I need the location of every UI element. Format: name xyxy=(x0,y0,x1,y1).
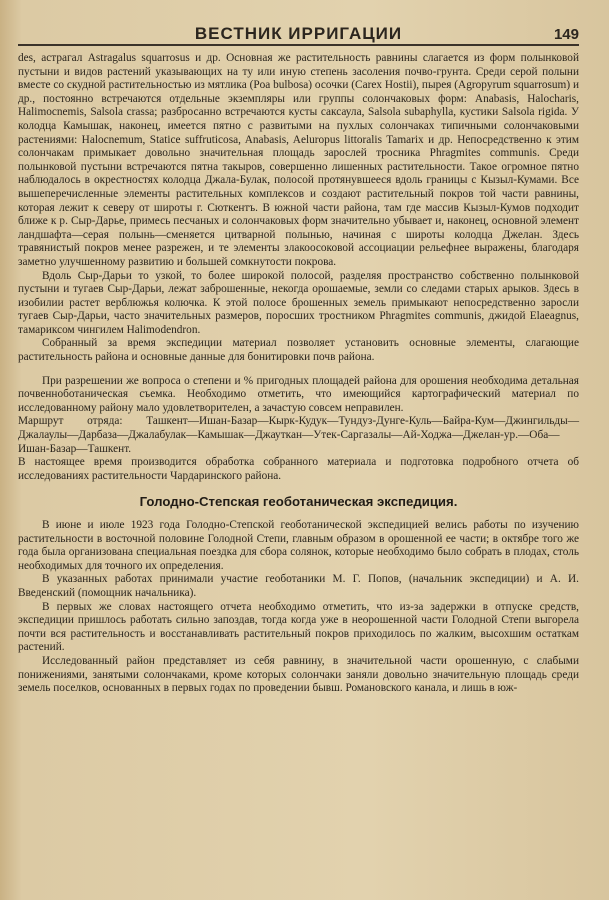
paragraph: В первых же словах настоящего отчета необходимо отметить, что из-за задержки в отпуске средств, экспедиции пришлось работать сильно запоздав, тогда когда уже в неорошенной части Голодной Степи выгорела почти вся растительность и восстанавливать растительный покров приходилось по жалким, высохшим остаткам растений. xyxy=(18,600,579,654)
paragraph: В настоящее время производится обработка собранного материала и подготовка подробного отчета об исследованиях растительности Чардаринского района. xyxy=(18,456,579,482)
section-title: Голодно-Степская геоботаническая экспедиция. xyxy=(139,494,458,510)
paragraph: Собранный за время экспедиции материал позволяет установить основные элементы, слагающие растительность района и основные данные для бонитировки почв района. xyxy=(18,337,579,364)
paragraph: В июне и июле 1923 года Голодно-Степской геоботанической экспедицией велись работы по изучению растительности в восточной половине Голодной Степи, главным образом в орошенной ее части; в октябре того же года была организована специальная поездка для сбора солянок, которые необходимо было собрать в плодах, столь необходимых для точного их определения. xyxy=(18,519,579,572)
paragraph: В указанных работах принимали участие геоботаники М. Г. Попов, (начальник экспедиции) и А. И. Введенский (помощник начальника). xyxy=(18,573,579,599)
route-paragraph: Маршрут отряда: Ташкент—Ишан-Базар—Кырк-Кудук—Тундуз-Дунге-Куль—Байра-Кум—Джингильды—Джалаулы—Дарбаза—Джалабулак—Камышак—Джауткан—Утек-Саргазалы—Ай-Ходжа—Джелан-ур.—Оба—Ишан-Базар—Ташкент. xyxy=(18,415,579,455)
page-number: 149 xyxy=(553,26,579,43)
paragraph: Вдоль Сыр-Дарьи то узкой, то более широкой полосой, разделяя пространство собственно полынковой пустыни и тугаев Сыр-Дарьи, лежат заброшенные, некогда орошаемые, земли со следами старых арыков. Здесь в изобилии растет верблюжья колючка. К этой полосе брошенных земель примыкают непосредственно заросли тугаев Сыр-Дарьи, часто значительных размеров, поросших тростником Phragmites communis, джидой Elaeagnus, тамариксом чингилем Halimodendron. xyxy=(18,269,579,336)
paragraph: des, астрагал Astragalus squarrosus и др. Основная же растительность равнины слагается из форм полынковой пустыни и видов растений указывающих на ту или иную степень засоления почво-грунта. Среди серой полыни вместе со скудной растительностью из мятлика (Poa bulbosa) осочки (Carex Hostii), пырея (Agropyrum squarrosum) и др., постоянно встречаются отдельные экземпляры или группы солончаковых форм: Anabasis, Halocharis, Halimocnemis, Salsola crassa; разбросанно встречаются кусты саксаула, Salsola subaphylla, кустики Salsola rigida. У колодца Камышак, наконец, имеется пятно с развитыми на пухлых солончаках типичными солончаковыми растениями: Halocnemum, Statice suffruticosa, Anabasis, Aeluropus littoralis Tamarix и др. Непосредственно к этим солончакам примыкает довольно значительная площадь зарослей тросника Phragmites communis. Среди полынковой пустыни встречаются пятна такыров, совершенно лишенных растительности. Такое огромное пятно наблюдалось в окрестностях колодца Джала-Булак, полосой протянувшееся вдоль границы с Кызыл-Кумами. Все вышеперечисленные элементы растительных комплексов и создают растительный покров той части равнины, которая лежит к северу от широты г. Сюткентъ. В южной части района, там где массив Кызыл-Кумов подходит ближе к р. Сыр-Дарье, примесь песчаных и солончаковых форм значительно убывает и, наконец, основной элемент ландшафта—серая полынь—сменяется цитварной полынью, начиная с широты колодца Джелан. Здесь травянистый покров менее разрежен, и те элементы злакоосоковой ассоциации рельефнее выражены, благодаря заметно улучшенному развитию и большей сомкнутости покрова. xyxy=(18,52,579,268)
journal-title: ВЕСТНИК ИРРИГАЦИИ xyxy=(194,24,403,43)
article-body xyxy=(18,52,579,696)
separator xyxy=(18,365,579,375)
paragraph: Исследованный район представляет из себя равнину, в значительной части орошенную, с слабыми понижениями, занятыми солончаками, кроме которых солончаки заняли довольно значительную площадь среди земель поселков, основанных в первых годах по проведении бывш. Романовского канала, и лишь в юж- xyxy=(18,654,579,695)
paragraph: При разрешении же вопроса о степени и % пригодных площадей района для орошения необходима детальная почвенноботаническая съемка. Необходимо отметить, что имеющийся картографический материал по исследованному району мало удовлетворителен, а зачастую совсем неправилен. xyxy=(18,374,579,414)
page-header xyxy=(18,10,579,46)
